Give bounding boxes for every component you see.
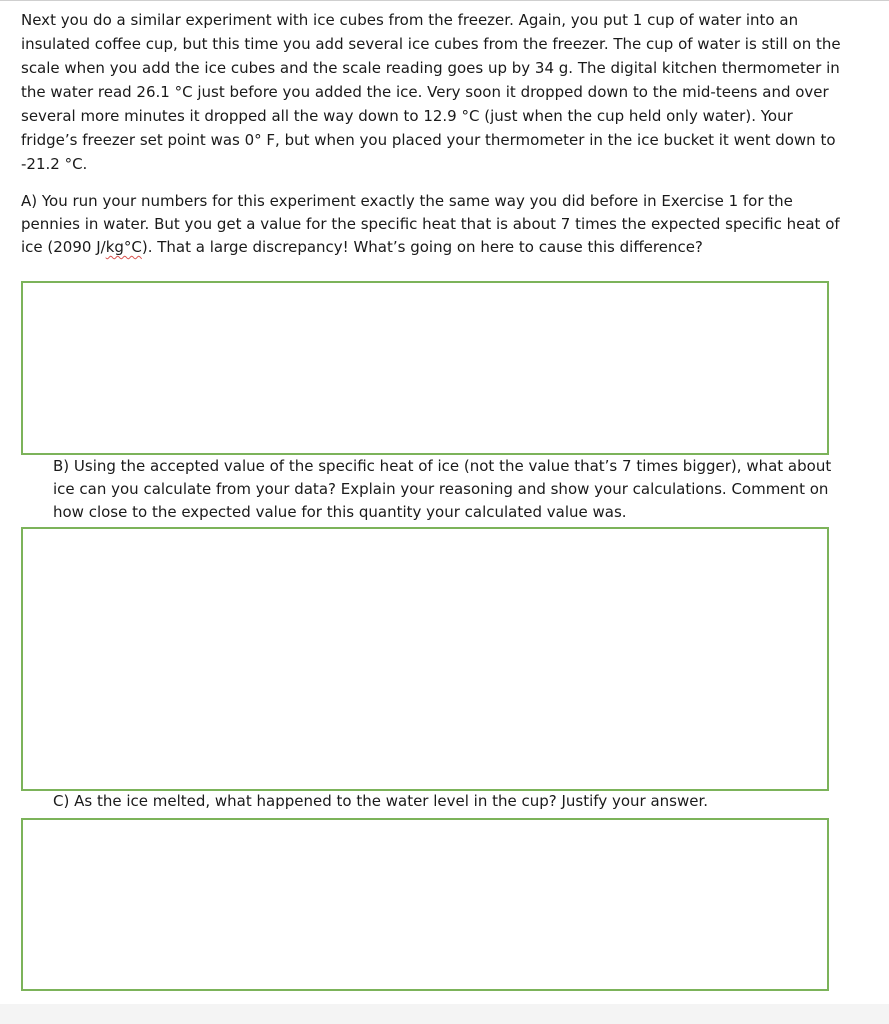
- answer-box-b[interactable]: [21, 527, 829, 791]
- page-bottom-band: [0, 1004, 889, 1024]
- intro-paragraph: Next you do a similar experiment with ice cubes from the freezer. Again, you put 1 cup of water into an insulated coffee cup, but this time you add several ice cubes from the freezer. The cup of water is still on the scale when you add the ice cubes and the scale reading goes up by 34 g. The digital kitchen thermometer in the water read 26.1 °C just before you added the ice. Very soon it dropped down to the mid-teens and over several more minutes it dropped all the way down to 12.9 °C (just when the cup held only water). Your fridge’s freezer set point was 0° F, but when you placed your thermometer in the ice bucket it went down to -21.2 °C.: [21, 11, 841, 173]
- question-a-unit: kg°C: [105, 238, 142, 256]
- answer-box-c[interactable]: [21, 818, 829, 991]
- question-c: C) As the ice melted, what happened to the water level in the cup? Justify your answer.: [53, 792, 709, 810]
- question-a-text-end: ). That a large discrepancy! What’s going on here to cause this difference?: [141, 238, 703, 256]
- top-divider: [0, 0, 889, 1]
- question-a: [21, 190, 841, 259]
- answer-box-a[interactable]: [21, 281, 829, 455]
- question-a-text-start: A) You run your numbers for this experiment exactly the same way you did before in Exercise 1 for the pennies in water. But you get a value for the specific heat that is about 7 times the expected specific heat of ice (2090 J/: [21, 192, 840, 256]
- question-b: B) Using the accepted value of the specific heat of ice (not the value that’s 7 times bigger), what about ice can you calculate from your data? Explain your reasoning and show your calculations. Comment on how close to the expected value for this quantity your calculated value was.: [53, 457, 832, 521]
